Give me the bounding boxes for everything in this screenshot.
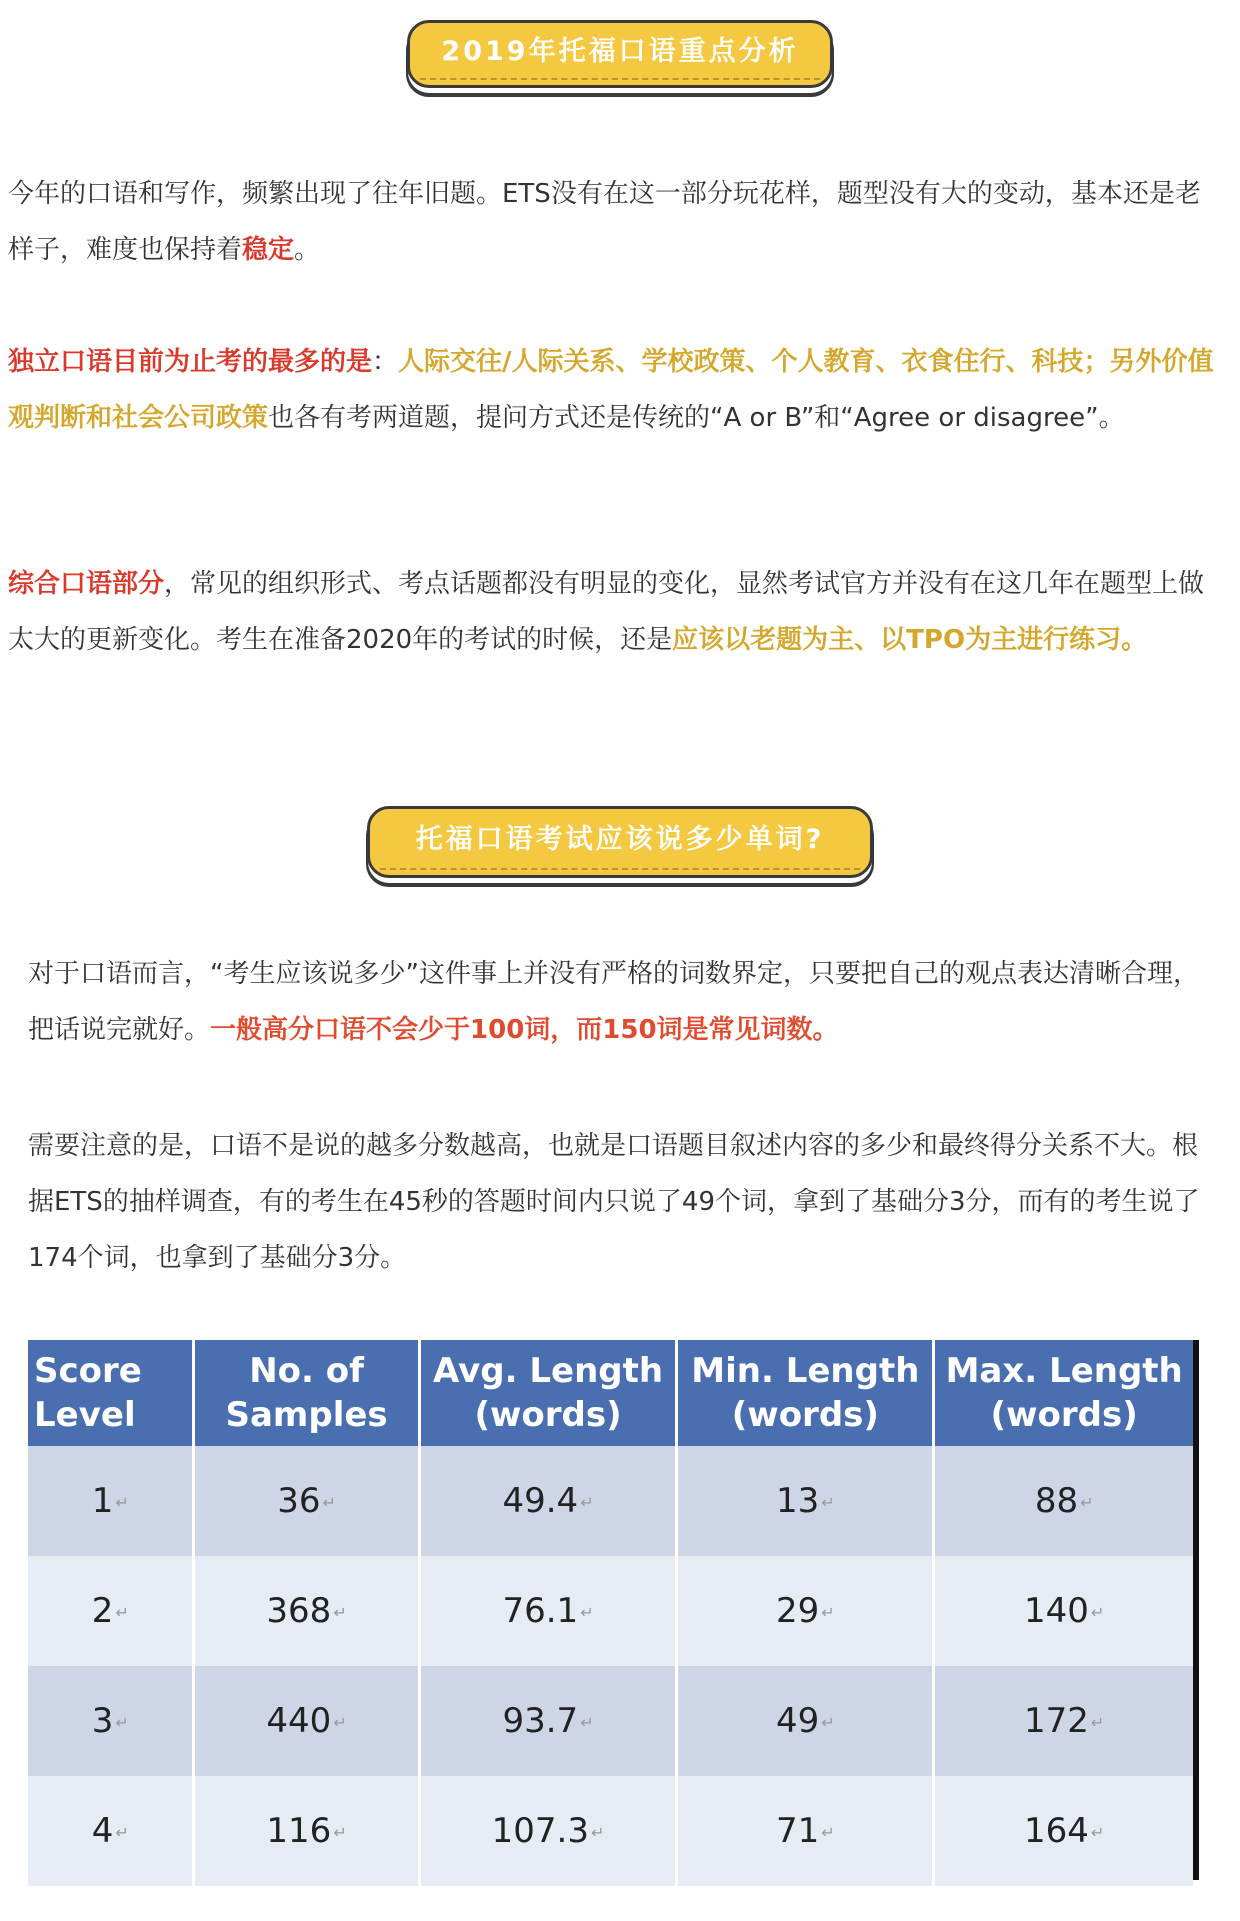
data-table [28,1340,1193,1886]
cell-value: 4 [91,1811,114,1851]
return-mark: ↵ [115,1823,129,1842]
return-mark: ↵ [580,1603,594,1622]
return-mark: ↵ [1080,1493,1094,1512]
table-row [28,1666,1193,1776]
cell-value: 107.3 [491,1811,589,1851]
highlight-advice: 应该以老题为主、以TPO为主进行练习。 [672,625,1148,655]
table-cell [934,1776,1193,1886]
cell-value: 172 [1024,1701,1089,1741]
return-mark: ↵ [1090,1823,1105,1842]
paragraph-ets-survey [28,1118,1223,1286]
section-title: 2019年托福口语重点分析 [441,36,799,67]
cell-value: 49.4 [502,1481,579,1521]
column-header: Score Level [28,1340,194,1446]
return-mark: ↵ [1090,1713,1105,1732]
cell-value: 440 [266,1701,332,1741]
table-cell [194,1776,419,1886]
cell-value: 93.7 [502,1701,579,1741]
table-cell [677,1666,934,1776]
table-cell [28,1556,194,1666]
highlight-word-count: 一般高分口语不会少于100词，而150词是常见词数。 [210,1015,839,1045]
paragraph-text: 今年的口语和写作，频繁出现了往年旧题。ETS没有在这一部分玩花样，题型没有大的变动，基本还是老样子，难度也保持着 [8,179,1201,265]
cell-value: 88 [1034,1481,1079,1521]
table-cell [419,1446,677,1556]
highlight-topics: 人际交往/人际关系、学校政策、个人教育、衣食住行、科技； [398,347,1110,377]
section-title-badge [407,20,833,88]
return-mark: ↵ [333,1603,347,1622]
table-cell [934,1556,1193,1666]
return-mark: ↵ [821,1493,835,1512]
return-mark: ↵ [821,1603,835,1622]
return-mark: ↵ [580,1493,594,1512]
table-cell [677,1776,934,1886]
return-mark: ↵ [115,1493,129,1512]
cell-value: 116 [266,1811,332,1851]
cell-value: 71 [776,1811,820,1851]
cell-value: 3 [91,1701,114,1741]
table-cell [28,1776,194,1886]
paragraph-text: 也各有考两道题，提问方式还是传统的“A or B”和“Agree or disagree”。 [268,403,1125,433]
return-mark: ↵ [115,1713,129,1732]
cell-value: 140 [1024,1591,1089,1631]
column-header: Max. Length (words) [934,1340,1193,1446]
paragraph-text: ，常见的组织形式、考点话题都没有明显的变化，显然考试官方并没有在这几年在题型上做太大的更新变化。考生在准备2020年的考试的时候，还是 [8,569,1205,655]
return-mark: ↵ [333,1823,347,1842]
table-row [28,1776,1193,1886]
paragraph-word-count [28,946,1223,1058]
table-cell [194,1556,419,1666]
highlight-stable: 稳定 [242,235,295,265]
score-length-table [28,1340,1199,1880]
column-header: No. of Samples [194,1340,419,1446]
cell-value: 49 [776,1701,820,1741]
table-cell [28,1666,194,1776]
table-cell [677,1446,934,1556]
table-cell [934,1446,1193,1556]
column-header: Min. Length (words) [677,1340,934,1446]
table-cell [419,1776,677,1886]
paragraph-text: 对于口语而言，“考生应该说多少”这件事上并没有严格的词数界定，只要把自己的观点表达清晰合理，把话说完就好。 [28,959,1199,1045]
column-header: Avg. Length (words) [419,1340,677,1446]
punctuation: ： [372,347,399,377]
section-title-badge [367,806,873,878]
cell-value: 76.1 [502,1591,579,1631]
section-title: 托福口语考试应该说多少单词? [415,824,825,855]
paragraph-integrated-speaking [8,556,1223,668]
paragraph-overview [8,166,1223,278]
table-row [28,1556,1193,1666]
return-mark: ↵ [115,1603,129,1622]
highlight-independent-lead: 独立口语目前为止考的最多的是 [8,347,373,377]
return-mark: ↵ [591,1823,605,1842]
highlight-integrated-lead: 综合口语部分 [8,569,165,599]
highlight-topics-extra: 另外价值观判断和社会公司政策 [8,347,1214,433]
cell-value: 36 [277,1481,321,1521]
return-mark: ↵ [821,1713,835,1732]
cell-value: 29 [776,1591,820,1631]
table-header-row [28,1340,1193,1446]
table-cell [934,1666,1193,1776]
table-cell [28,1446,194,1556]
table-cell [194,1666,419,1776]
table-cell [677,1556,934,1666]
cell-value: 164 [1024,1811,1089,1851]
paragraph-text: 需要注意的是，口语不是说的越多分数越高，也就是口语题目叙述内容的多少和最终得分关系不大。根据ETS的抽样调查，有的考生在45秒的答题时间内只说了49个词，拿到了基础分3分，而有的考生说了174个词，也拿到了基础分3分。 [28,1131,1200,1273]
paragraph-independent-speaking [8,334,1223,446]
punctuation: 。 [294,235,321,265]
return-mark: ↵ [1090,1603,1105,1622]
return-mark: ↵ [580,1713,594,1732]
cell-value: 2 [91,1591,114,1631]
table-cell [419,1666,677,1776]
return-mark: ↵ [322,1493,336,1512]
return-mark: ↵ [333,1713,347,1732]
table-row [28,1446,1193,1556]
return-mark: ↵ [821,1823,835,1842]
cell-value: 368 [266,1591,332,1631]
cell-value: 1 [91,1481,114,1521]
table-cell [194,1446,419,1556]
cell-value: 13 [776,1481,820,1521]
table-cell [419,1556,677,1666]
